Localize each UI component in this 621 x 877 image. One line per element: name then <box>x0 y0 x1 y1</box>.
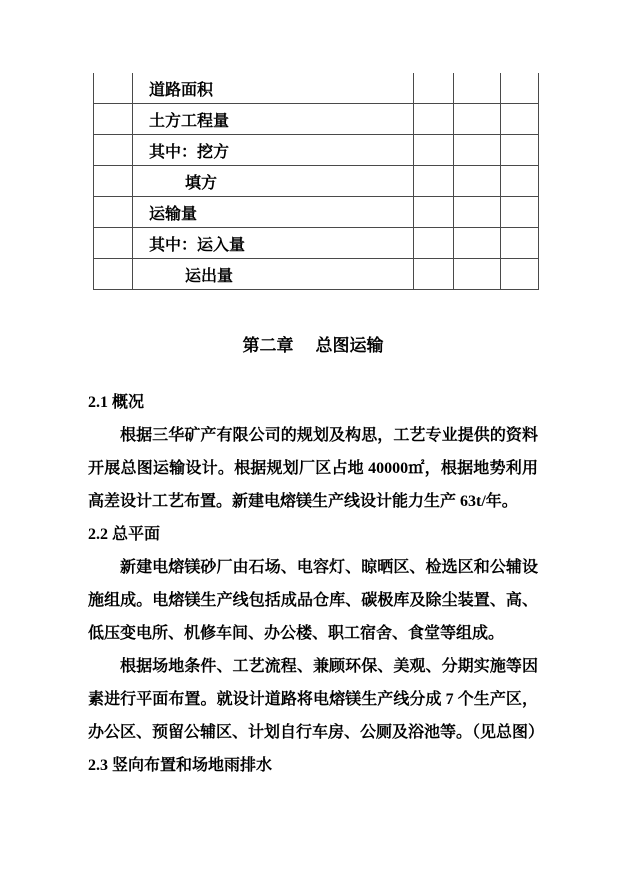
section-heading: 2.1 概况 <box>88 394 145 411</box>
row-label: 填方 <box>133 166 414 197</box>
works-quantity-table <box>93 73 539 290</box>
row-value-cell <box>454 228 501 259</box>
table-row <box>94 104 539 135</box>
row-label: 运出量 <box>133 259 414 290</box>
row-stub-cell <box>94 259 133 290</box>
row-value-cell <box>501 135 539 166</box>
chapter-title: 总图运输 <box>315 336 384 355</box>
row-label: 道路面积 <box>133 73 414 104</box>
document-body <box>88 386 545 782</box>
row-stub-cell <box>94 166 133 197</box>
quantity-table-body <box>94 73 539 290</box>
chapter-number: 第二章 <box>242 336 294 355</box>
row-value-cell <box>414 228 454 259</box>
row-label: 其中：挖方 <box>133 135 414 166</box>
row-stub-cell <box>94 73 133 104</box>
row-value-cell <box>414 73 454 104</box>
row-value-cell <box>501 259 539 290</box>
table-row <box>94 228 539 259</box>
row-stub-cell <box>94 228 133 259</box>
row-value-cell <box>501 73 539 104</box>
table-row <box>94 197 539 228</box>
row-value-cell <box>454 73 501 104</box>
row-value-cell <box>501 166 539 197</box>
body-paragraph: 根据三华矿产有限公司的规划及构思，工艺专业提供的资料开展总图运输设计。根据规划厂区占地 40000㎡，根据地势利用高差设计工艺布置。新建电熔镁生产线设计能力生产 63t/年。 <box>88 427 538 510</box>
row-value-cell <box>414 135 454 166</box>
row-value-cell <box>414 104 454 135</box>
table-row <box>94 259 539 290</box>
row-label: 其中：运入量 <box>133 228 414 259</box>
row-label: 土方工程量 <box>133 104 414 135</box>
row-value-cell <box>454 104 501 135</box>
row-value-cell <box>454 135 501 166</box>
row-value-cell <box>501 104 539 135</box>
body-paragraph: 根据场地条件、工艺流程、兼顾环保、美观、分期实施等因素进行平面布置。就设计道路将电熔镁生产线分成 7 个生产区，办公区、预留公辅区、计划自行车房、公厕及浴池等。（见总图） <box>88 658 545 741</box>
row-value-cell <box>414 259 454 290</box>
chapter-heading <box>88 329 538 362</box>
table-row <box>94 135 539 166</box>
table-row <box>94 166 539 197</box>
table-row <box>94 73 539 104</box>
row-value-cell <box>414 197 454 228</box>
row-stub-cell <box>94 135 133 166</box>
row-value-cell <box>501 197 539 228</box>
row-value-cell <box>501 228 539 259</box>
row-label: 运输量 <box>133 197 414 228</box>
row-stub-cell <box>94 104 133 135</box>
row-stub-cell <box>94 197 133 228</box>
section-heading: 2.2 总平面 <box>88 526 161 543</box>
row-value-cell <box>454 197 501 228</box>
row-value-cell <box>414 166 454 197</box>
row-value-cell <box>454 259 501 290</box>
body-paragraph: 新建电熔镁砂厂由石场、电容灯、晾晒区、检选区和公辅设施组成。电熔镁生产线包括成品仓库、碳极库及除尘装置、高、低压变电所、机修车间、办公楼、职工宿舍、食堂等组成。 <box>88 559 538 642</box>
row-value-cell <box>454 166 501 197</box>
section-heading: 2.3 竖向布置和场地雨排水 <box>88 757 273 774</box>
